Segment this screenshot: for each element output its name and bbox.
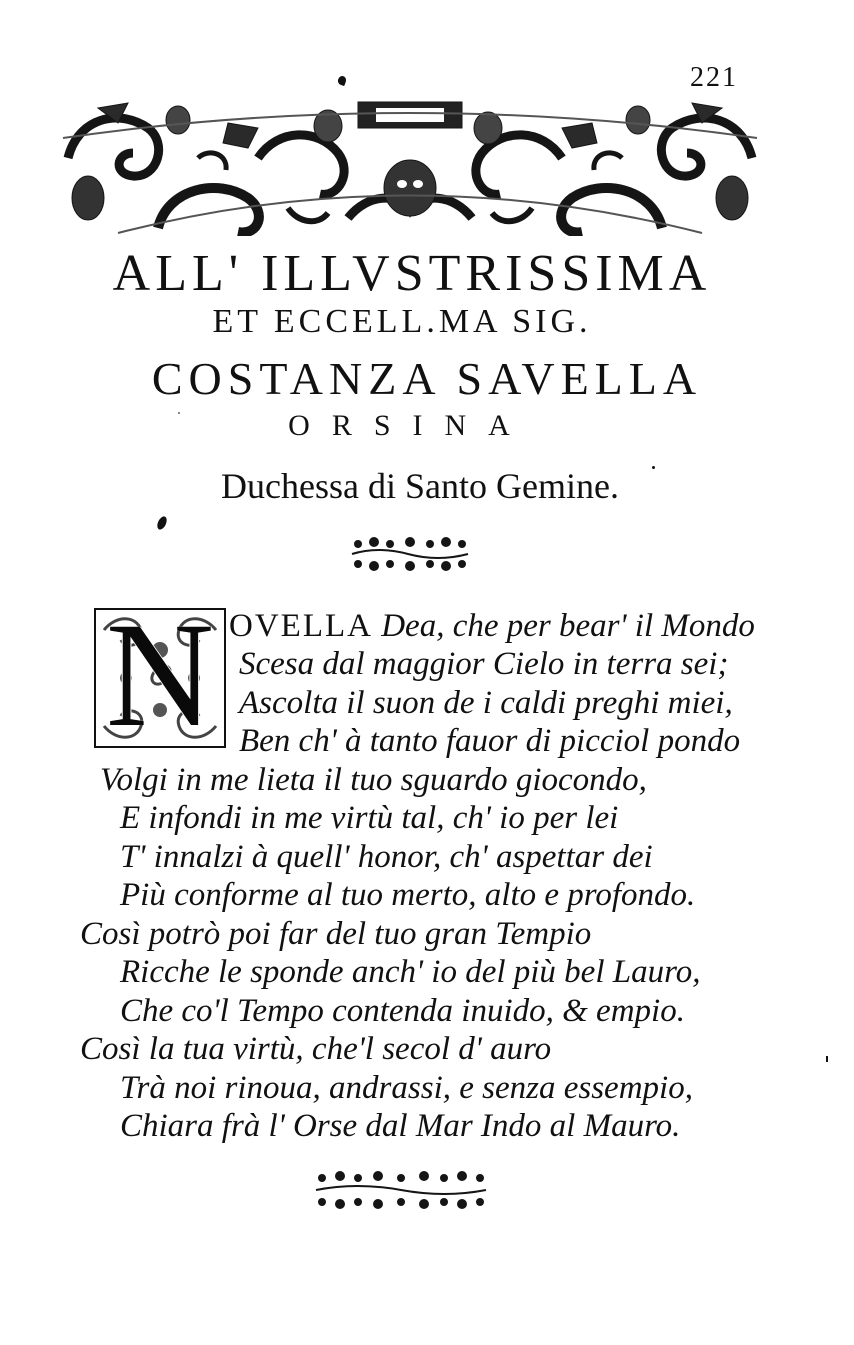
poem-line: Scesa dal maggior Cielo in terra sei; <box>239 646 729 682</box>
title-line-1: ALL' ILLVSTRISSIMA <box>112 245 712 302</box>
fleuron-ornament-top <box>348 534 472 576</box>
poem-line: E infondi in me virtù tal, ch' io per lei <box>120 800 619 836</box>
ink-blot <box>155 515 168 531</box>
first-line-text: Dea, che per bear' il Mondo <box>372 608 755 644</box>
poem-line: Ricche le sponde anch' io del più bel Lauro, <box>120 954 701 990</box>
ink-dot <box>826 1056 828 1062</box>
title-line-4: ORSINA <box>288 409 532 442</box>
title-line-5: Duchessa di Santo Gemine. <box>221 466 619 506</box>
title-line-2: ET ECCELL.MA SIG. <box>212 303 592 340</box>
printer-mark <box>337 75 348 86</box>
title-line-3: COSTANZA SAVELLA <box>151 353 703 404</box>
poem-line: Volgi in me lieta il tuo sguardo giocondo, <box>100 762 647 798</box>
poem-line: Così la tua virtù, che'l secol d' auro <box>80 1031 552 1067</box>
fleuron-ornament-bottom <box>312 1168 490 1214</box>
initial-letter: N <box>105 608 215 748</box>
poem-line: Che co'l Tempo contenda inuido, & empio. <box>120 993 685 1029</box>
ornamental-headpiece <box>58 98 762 236</box>
poem-line: T' innalzi à quell' honor, ch' aspettar dei <box>120 839 653 875</box>
poem-line <box>229 606 755 646</box>
first-word-capitals: OVELLA <box>229 608 373 644</box>
poem-line: Così potrò poi far del tuo gran Tempio <box>80 916 592 952</box>
decorated-initial <box>94 608 226 748</box>
poem-line: Chiara frà l' Orse dal Mar Indo al Mauro. <box>120 1108 681 1144</box>
poem-line: Trà noi rinoua, andrassi, e senza essempio, <box>120 1070 693 1106</box>
ink-dot <box>652 466 655 469</box>
page-number: 221 <box>690 62 738 93</box>
poem-line: Ben ch' à tanto fauor di picciol pondo <box>239 723 741 759</box>
ink-dot <box>178 412 180 414</box>
poem-line: Più conforme al tuo merto, alto e profondo. <box>120 877 696 913</box>
poem-line: Ascolta il suon de i caldi preghi miei, <box>239 685 733 721</box>
